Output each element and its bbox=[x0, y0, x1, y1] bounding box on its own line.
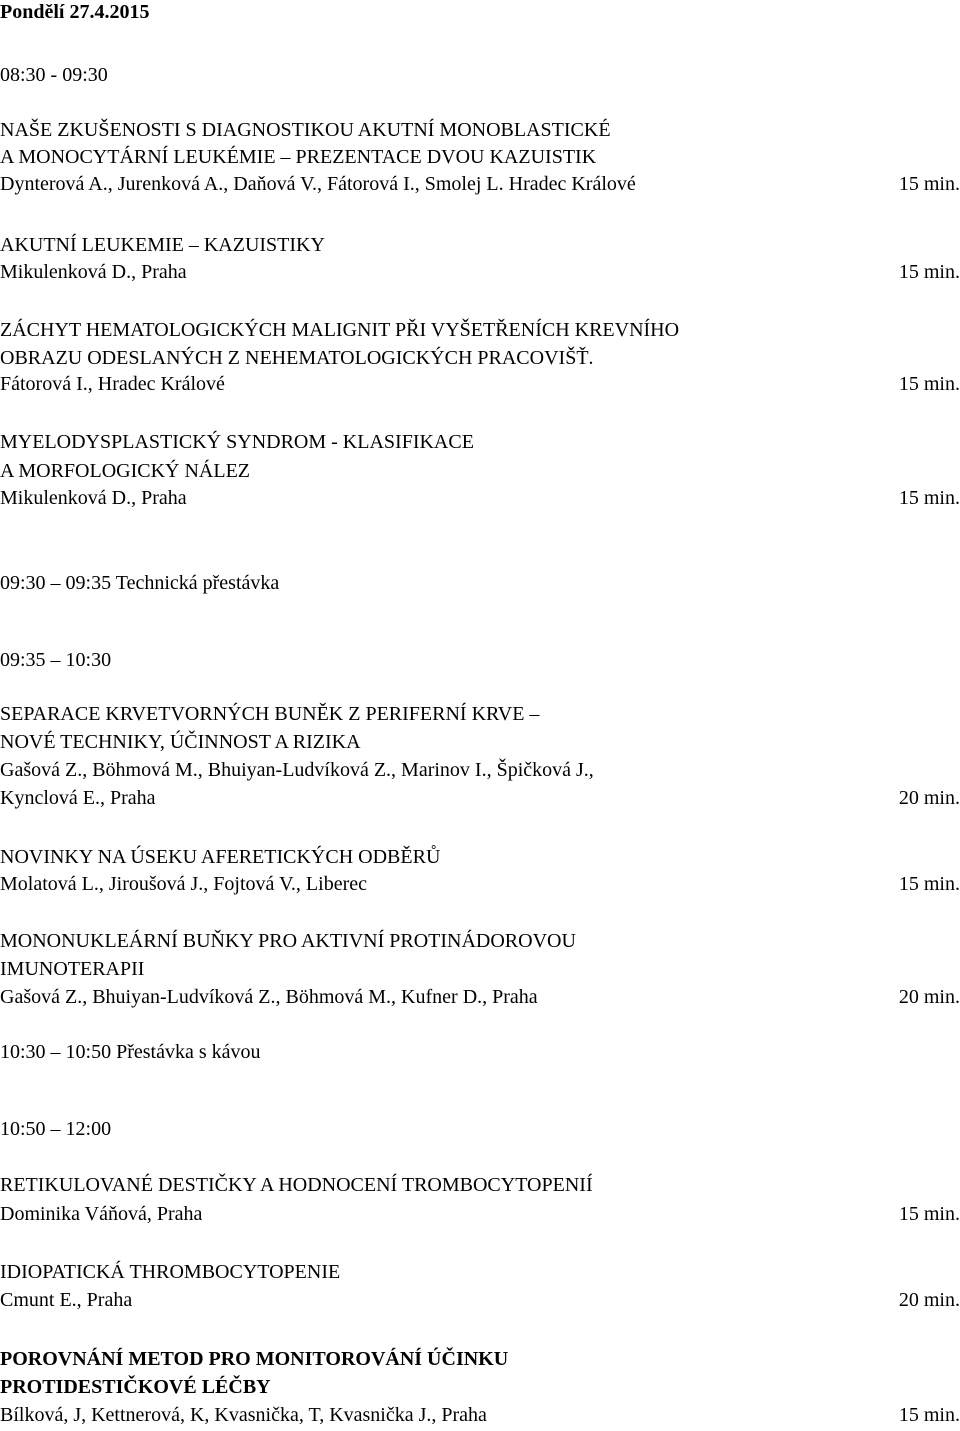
talk-authors: Kynclová E., Praha bbox=[0, 787, 156, 809]
talk-authors: Dominika Váňová, Praha bbox=[0, 1203, 203, 1225]
talk-title: NOVÉ TECHNIKY, ÚČINNOST A RIZIKA bbox=[0, 731, 361, 753]
talk-duration: 20 min. bbox=[898, 986, 960, 1008]
talk-title: OBRAZU ODESLANÝCH Z NEHEMATOLOGICKÝCH PRACOVIŠŤ. bbox=[0, 347, 594, 369]
talk-authors: Cmunt E., Praha bbox=[0, 1289, 133, 1311]
talk-duration: 15 min. bbox=[898, 373, 960, 395]
talk-title: ZÁCHYT HEMATOLOGICKÝCH MALIGNIT PŘI VYŠETŘENÍCH KREVNÍHO bbox=[0, 319, 680, 341]
talk-authors: Gašová Z., Bhuiyan-Ludvíková Z., Böhmová M., Kufner D., Praha bbox=[0, 986, 538, 1008]
block-time: 08:30 - 09:30 bbox=[0, 64, 108, 86]
block-time: 09:35 – 10:30 bbox=[0, 649, 112, 671]
talk-title: RETIKULOVANÉ DESTIČKY A HODNOCENÍ TROMBOCYTOPENIÍ bbox=[0, 1174, 593, 1196]
talk-authors: Gašová Z., Böhmová M., Bhuiyan-Ludvíková Z., Marinov I., Špičková J., bbox=[0, 759, 594, 781]
talk-title: IMUNOTERAPII bbox=[0, 958, 145, 980]
talk-title: NAŠE ZKUŠENOSTI S DIAGNOSTIKOU AKUTNÍ MONOBLASTICKÉ bbox=[0, 119, 611, 141]
talk-authors: Mikulenková D., Praha bbox=[0, 487, 187, 509]
talk-title: POROVNÁNÍ METOD PRO MONITOROVÁNÍ ÚČINKU bbox=[0, 1348, 509, 1370]
talk-title: IDIOPATICKÁ THROMBOCYTOPENIE bbox=[0, 1261, 341, 1283]
break-line: 09:30 – 09:35 Technická přestávka bbox=[0, 572, 280, 594]
talk-authors: Bílková, J, Kettnerová, K, Kvasnička, T, Kvasnička J., Praha bbox=[0, 1404, 487, 1426]
talk-duration: 15 min. bbox=[898, 487, 960, 509]
talk-title: NOVINKY NA ÚSEKU AFERETICKÝCH ODBĚRŮ bbox=[0, 846, 441, 868]
talk-duration: 15 min. bbox=[898, 873, 960, 895]
talk-authors: Dynterová A., Jurenková A., Daňová V., Fátorová I., Smolej L. Hradec Králové bbox=[0, 173, 636, 195]
talk-duration: 15 min. bbox=[898, 173, 960, 195]
talk-authors: Molatová L., Jiroušová J., Fojtová V., Liberec bbox=[0, 873, 367, 895]
talk-authors: Fátorová I., Hradec Králové bbox=[0, 373, 225, 395]
talk-title: AKUTNÍ LEUKEMIE – KAZUISTIKY bbox=[0, 234, 325, 256]
talk-title: A MONOCYTÁRNÍ LEUKÉMIE – PREZENTACE DVOU KAZUISTIK bbox=[0, 146, 597, 168]
talk-title: MONONUKLEÁRNÍ BUŇKY PRO AKTIVNÍ PROTINÁDOROVOU bbox=[0, 930, 576, 952]
talk-duration: 20 min. bbox=[898, 787, 960, 809]
talk-duration: 15 min. bbox=[898, 1404, 960, 1426]
day-heading: Pondělí 27.4.2015 bbox=[0, 1, 150, 23]
talk-title: A MORFOLOGICKÝ NÁLEZ bbox=[0, 460, 250, 482]
talk-authors: Mikulenková D., Praha bbox=[0, 261, 187, 283]
talk-title: MYELODYSPLASTICKÝ SYNDROM - KLASIFIKACE bbox=[0, 431, 474, 453]
break-line: 10:30 – 10:50 Přestávka s kávou bbox=[0, 1041, 261, 1063]
talk-title: SEPARACE KRVETVORNÝCH BUNĚK Z PERIFERNÍ KRVE – bbox=[0, 703, 540, 725]
block-time: 10:50 – 12:00 bbox=[0, 1118, 112, 1140]
talk-duration: 15 min. bbox=[898, 261, 960, 283]
talk-duration: 20 min. bbox=[898, 1289, 960, 1311]
talk-title: PROTIDESTIČKOVÉ LÉČBY bbox=[0, 1376, 271, 1398]
talk-duration: 15 min. bbox=[898, 1203, 960, 1225]
